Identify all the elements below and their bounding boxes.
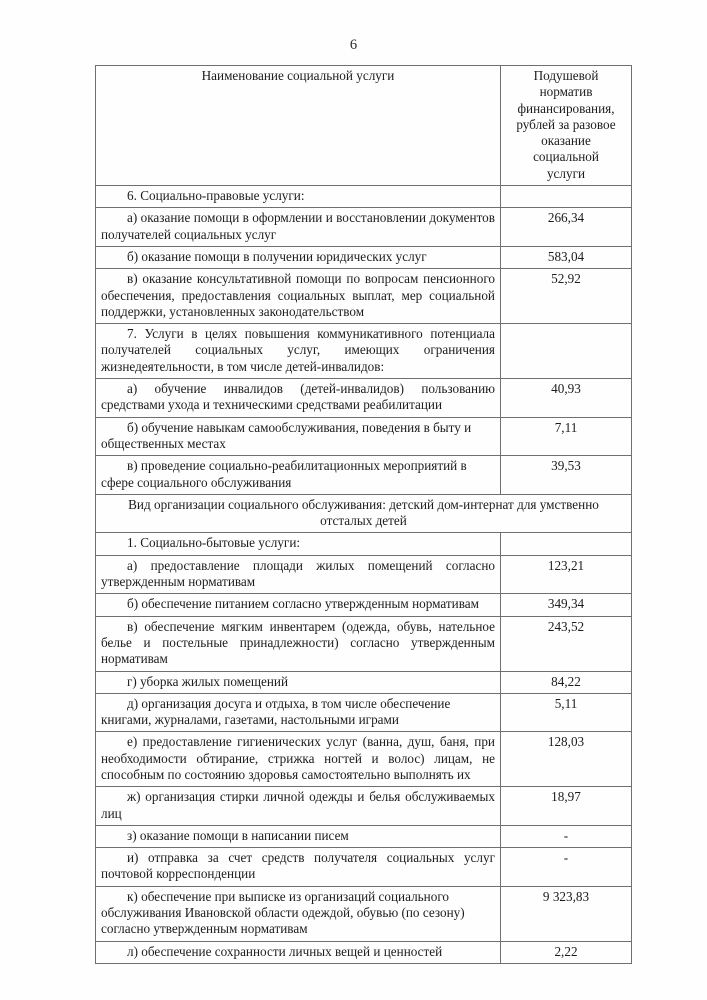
tariff-value-cell xyxy=(501,324,632,379)
organization-type-cell: Вид организации социального обслуживания: детский дом-интернат для умственно отсталых детей xyxy=(96,494,632,533)
table-row xyxy=(96,732,632,787)
table-row xyxy=(96,787,632,826)
header-line-1: Подушевой xyxy=(533,68,599,83)
tariff-value-cell: 128,03 xyxy=(501,732,632,787)
table-body xyxy=(96,186,632,964)
table-row xyxy=(96,941,632,963)
service-name-cell: а) оказание помощи в оформлении и восстановлении документов получателей социальных услуг xyxy=(96,208,501,247)
table-row xyxy=(96,555,632,594)
tariff-value-cell: 7,11 xyxy=(501,417,632,456)
table-row xyxy=(96,848,632,887)
tariff-value-cell: 52,92 xyxy=(501,269,632,324)
table-header xyxy=(96,66,632,186)
header-line-3: финансирования, xyxy=(517,100,615,116)
service-name-cell: в) проведение социально-реабилитационных мероприятий в сфере социального обслуживания xyxy=(96,456,501,495)
service-group-heading-cell: 7. Услуги в целях повышения коммуникативного потенциала получателей социальных услуг, имеющих ограничения жизнедеятельности, в том числе детей-инвалидов: xyxy=(96,324,501,379)
tariff-value-cell: 583,04 xyxy=(501,246,632,268)
tariff-value-cell: 9 323,83 xyxy=(501,886,632,941)
table-row xyxy=(96,533,632,555)
column-header-per-capita-norm xyxy=(501,66,632,186)
table-row xyxy=(96,379,632,418)
service-name-cell: е) предоставление гигиенических услуг (ванна, душ, баня, при необходимости обтирание, стрижка ногтей и волос) лицам, не способным по состоянию здоровья самостоятельно выполнять их xyxy=(96,732,501,787)
table-row xyxy=(96,417,632,456)
service-name-cell: в) обеспечение мягким инвентарем (одежда, обувь, нательное белье и постельные принадлежности) согласно утвержденным нормативам xyxy=(96,616,501,671)
table-row xyxy=(96,456,632,495)
table-row xyxy=(96,269,632,324)
service-name-cell: б) оказание помощи в получении юридических услуг xyxy=(96,246,501,268)
service-name-cell: а) предоставление площади жилых помещений согласно утвержденным нормативам xyxy=(96,555,501,594)
table-row xyxy=(96,186,632,208)
service-name-cell: и) отправка за счет средств получателя социальных услуг почтовой корреспонденции xyxy=(96,848,501,887)
service-name-cell: г) уборка жилых помещений xyxy=(96,671,501,693)
header-line-6: социальной xyxy=(533,149,599,165)
table-row xyxy=(96,246,632,268)
header-line-5: оказание xyxy=(541,133,591,149)
tariff-value-cell: 40,93 xyxy=(501,379,632,418)
tariff-value-cell: 39,53 xyxy=(501,456,632,495)
tariff-value-cell: 349,34 xyxy=(501,594,632,616)
service-name-cell: ж) организация стирки личной одежды и белья обслуживаемых лиц xyxy=(96,787,501,826)
tariff-value-cell: 123,21 xyxy=(501,555,632,594)
header-line-7: услуги xyxy=(546,165,586,181)
table-header-row xyxy=(96,66,632,186)
table-row xyxy=(96,594,632,616)
tariff-value-cell: - xyxy=(501,848,632,887)
tariff-value-cell: 84,22 xyxy=(501,671,632,693)
table-row xyxy=(96,208,632,247)
tariff-value-cell: 243,52 xyxy=(501,616,632,671)
column-header-service-name: Наименование социальной услуги xyxy=(96,66,501,186)
table-row xyxy=(96,616,632,671)
tariff-value-cell: 5,11 xyxy=(501,693,632,732)
tariff-value-cell: 18,97 xyxy=(501,787,632,826)
header-line-4: рублей за разовое xyxy=(516,116,616,132)
page-number: 6 xyxy=(349,37,358,53)
table-row xyxy=(96,494,632,533)
service-name-cell: д) организация досуга и отдыха, в том числе обеспечение книгами, журналами, газетами, настольными играми xyxy=(96,693,501,732)
table-row xyxy=(96,886,632,941)
service-name-cell: а) обучение инвалидов (детей-инвалидов) пользованию средствами ухода и техническими средствами реабилитации xyxy=(96,379,501,418)
tariff-value-cell xyxy=(501,186,632,208)
service-name-cell: в) оказание консультативной помощи по вопросам пенсионного обеспечения, предоставления социальных выплат, мер социальной поддержки, установленных законодательством xyxy=(96,269,501,324)
service-group-heading-cell: 6. Социально-правовые услуги: xyxy=(96,186,501,208)
table-row xyxy=(96,825,632,847)
tariff-value-cell: - xyxy=(501,825,632,847)
service-name-cell: л) обеспечение сохранности личных вещей и ценностей xyxy=(96,941,501,963)
service-name-cell: к) обеспечение при выписке из организаций социального обслуживания Ивановской области одеждой, обувью (по сезону) согласно утвержденным нормативам xyxy=(96,886,501,941)
header-line-2: норматив xyxy=(539,84,593,100)
service-name-cell: б) обучение навыкам самообслуживания, поведения в быту и общественных местах xyxy=(96,417,501,456)
table-row xyxy=(96,671,632,693)
tariff-value-cell: 2,22 xyxy=(501,941,632,963)
service-group-heading-cell: 1. Социально-бытовые услуги: xyxy=(96,533,501,555)
table-row xyxy=(96,324,632,379)
tariff-value-cell xyxy=(501,533,632,555)
tariff-value-cell: 266,34 xyxy=(501,208,632,247)
table-container xyxy=(95,65,631,964)
service-name-cell: б) обеспечение питанием согласно утвержденным нормативам xyxy=(96,594,501,616)
social-services-tariff-table xyxy=(95,65,632,964)
service-name-cell: з) оказание помощи в написании писем xyxy=(96,825,501,847)
table-row xyxy=(96,693,632,732)
